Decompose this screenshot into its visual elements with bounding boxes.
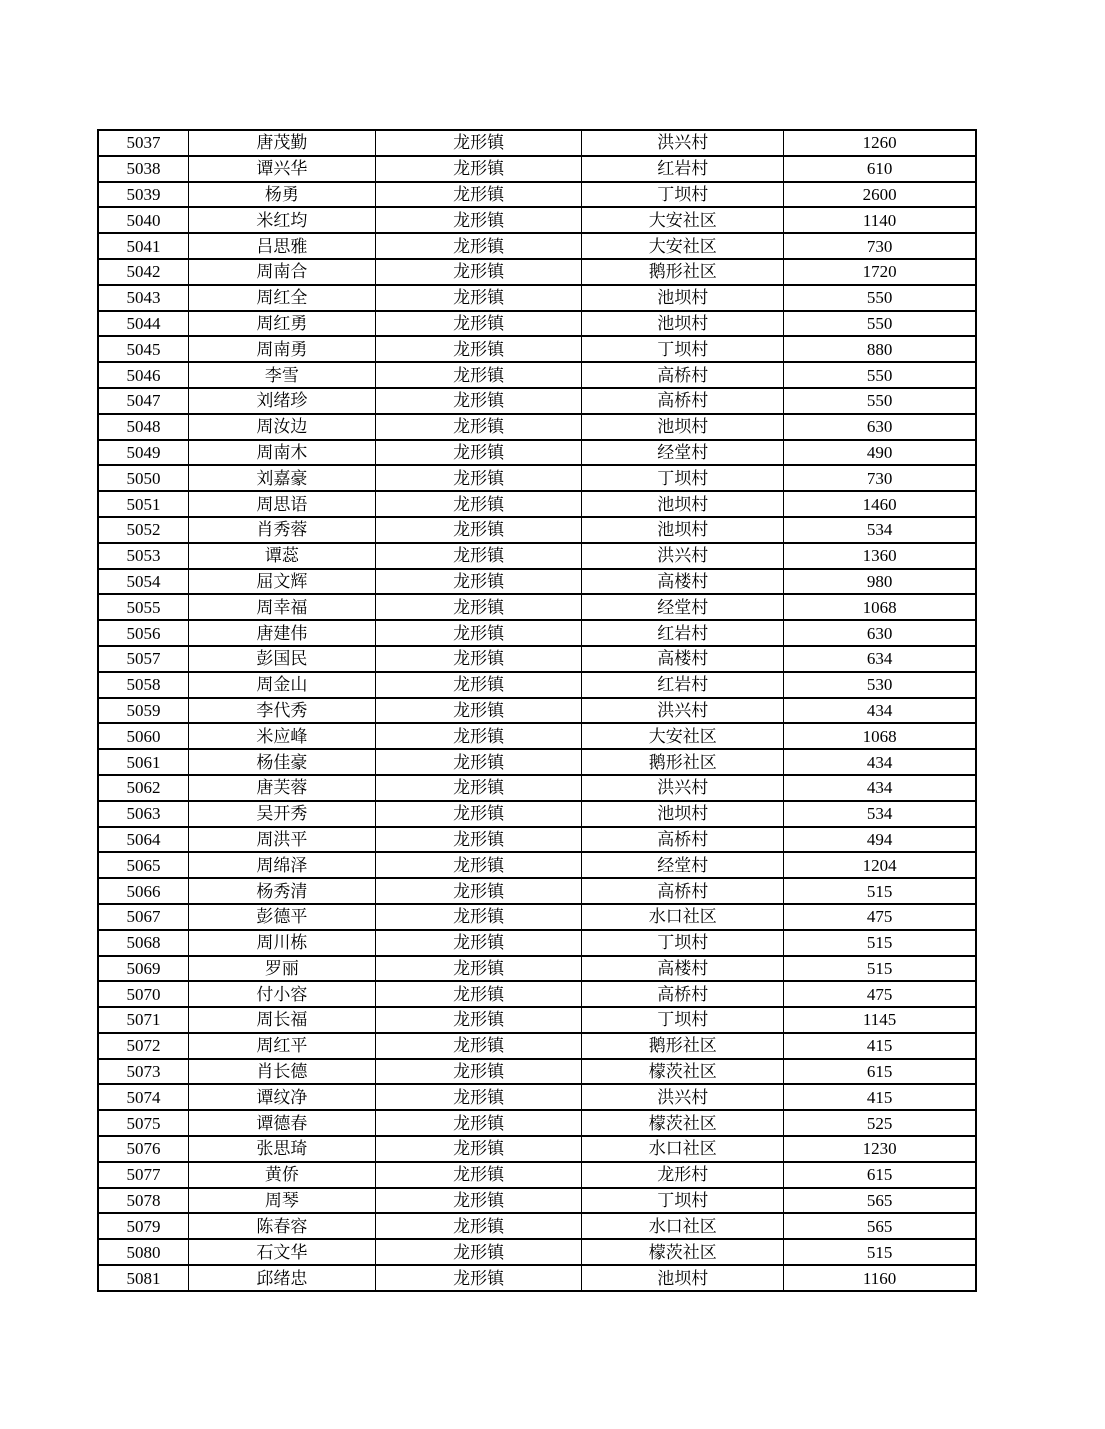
cell-amount: 515 bbox=[784, 930, 976, 956]
cell-village: 大安社区 bbox=[582, 207, 784, 233]
table-row bbox=[98, 672, 976, 698]
table-row bbox=[98, 775, 976, 801]
cell-id: 5058 bbox=[98, 672, 188, 698]
table-row bbox=[98, 646, 976, 672]
cell-name: 周南合 bbox=[188, 259, 375, 285]
cell-name: 刘绪珍 bbox=[188, 388, 375, 414]
cell-village: 池坝村 bbox=[582, 1265, 784, 1291]
cell-id: 5040 bbox=[98, 207, 188, 233]
cell-village: 丁坝村 bbox=[582, 336, 784, 362]
cell-name: 周红全 bbox=[188, 285, 375, 311]
cell-village: 池坝村 bbox=[582, 517, 784, 543]
cell-id: 5039 bbox=[98, 182, 188, 208]
cell-amount: 730 bbox=[784, 233, 976, 259]
cell-amount: 475 bbox=[784, 981, 976, 1007]
cell-town: 龙形镇 bbox=[375, 414, 581, 440]
cell-id: 5061 bbox=[98, 749, 188, 775]
cell-name: 唐建伟 bbox=[188, 620, 375, 646]
table-row bbox=[98, 517, 976, 543]
table-row bbox=[98, 336, 976, 362]
cell-town: 龙形镇 bbox=[375, 156, 581, 182]
cell-id: 5043 bbox=[98, 285, 188, 311]
cell-id: 5076 bbox=[98, 1136, 188, 1162]
cell-id: 5047 bbox=[98, 388, 188, 414]
cell-town: 龙形镇 bbox=[375, 1110, 581, 1136]
cell-name: 周南勇 bbox=[188, 336, 375, 362]
cell-id: 5037 bbox=[98, 130, 188, 156]
cell-amount: 550 bbox=[784, 362, 976, 388]
cell-town: 龙形镇 bbox=[375, 259, 581, 285]
cell-town: 龙形镇 bbox=[375, 1084, 581, 1110]
cell-amount: 1068 bbox=[784, 723, 976, 749]
cell-name: 吕思雅 bbox=[188, 233, 375, 259]
table-row bbox=[98, 749, 976, 775]
cell-id: 5041 bbox=[98, 233, 188, 259]
cell-village: 水口社区 bbox=[582, 1136, 784, 1162]
cell-amount: 980 bbox=[784, 569, 976, 595]
table-row bbox=[98, 207, 976, 233]
table-row bbox=[98, 1188, 976, 1214]
cell-name: 唐茂勤 bbox=[188, 130, 375, 156]
table-row bbox=[98, 1059, 976, 1085]
cell-id: 5079 bbox=[98, 1213, 188, 1239]
cell-amount: 530 bbox=[784, 672, 976, 698]
table-row bbox=[98, 852, 976, 878]
cell-id: 5046 bbox=[98, 362, 188, 388]
cell-town: 龙形镇 bbox=[375, 930, 581, 956]
cell-name: 吴开秀 bbox=[188, 801, 375, 827]
cell-name: 周红平 bbox=[188, 1033, 375, 1059]
cell-amount: 525 bbox=[784, 1110, 976, 1136]
table-row bbox=[98, 620, 976, 646]
cell-id: 5038 bbox=[98, 156, 188, 182]
cell-village: 高桥村 bbox=[582, 827, 784, 853]
cell-village: 水口社区 bbox=[582, 904, 784, 930]
table-row bbox=[98, 1084, 976, 1110]
table-row bbox=[98, 878, 976, 904]
cell-town: 龙形镇 bbox=[375, 182, 581, 208]
cell-village: 大安社区 bbox=[582, 233, 784, 259]
cell-id: 5055 bbox=[98, 594, 188, 620]
cell-amount: 730 bbox=[784, 465, 976, 491]
cell-town: 龙形镇 bbox=[375, 336, 581, 362]
cell-amount: 550 bbox=[784, 285, 976, 311]
cell-amount: 434 bbox=[784, 775, 976, 801]
cell-id: 5045 bbox=[98, 336, 188, 362]
cell-name: 米红均 bbox=[188, 207, 375, 233]
cell-town: 龙形镇 bbox=[375, 130, 581, 156]
table-row bbox=[98, 930, 976, 956]
cell-name: 石文华 bbox=[188, 1239, 375, 1265]
cell-amount: 515 bbox=[784, 956, 976, 982]
cell-amount: 434 bbox=[784, 698, 976, 724]
cell-amount: 880 bbox=[784, 336, 976, 362]
cell-village: 洪兴村 bbox=[582, 543, 784, 569]
cell-town: 龙形镇 bbox=[375, 981, 581, 1007]
cell-name: 李雪 bbox=[188, 362, 375, 388]
cell-amount: 1460 bbox=[784, 491, 976, 517]
table-row bbox=[98, 1265, 976, 1291]
cell-name: 周洪平 bbox=[188, 827, 375, 853]
cell-amount: 415 bbox=[784, 1033, 976, 1059]
cell-id: 5068 bbox=[98, 930, 188, 956]
cell-village: 高桥村 bbox=[582, 362, 784, 388]
cell-amount: 550 bbox=[784, 311, 976, 337]
table-row bbox=[98, 1136, 976, 1162]
cell-town: 龙形镇 bbox=[375, 749, 581, 775]
table-row bbox=[98, 981, 976, 1007]
cell-amount: 1204 bbox=[784, 852, 976, 878]
table-row bbox=[98, 182, 976, 208]
cell-amount: 494 bbox=[784, 827, 976, 853]
cell-id: 5080 bbox=[98, 1239, 188, 1265]
cell-id: 5073 bbox=[98, 1059, 188, 1085]
cell-name: 陈春容 bbox=[188, 1213, 375, 1239]
cell-town: 龙形镇 bbox=[375, 775, 581, 801]
cell-id: 5072 bbox=[98, 1033, 188, 1059]
cell-id: 5077 bbox=[98, 1162, 188, 1188]
cell-name: 李代秀 bbox=[188, 698, 375, 724]
cell-town: 龙形镇 bbox=[375, 878, 581, 904]
cell-town: 龙形镇 bbox=[375, 1239, 581, 1265]
cell-village: 丁坝村 bbox=[582, 1188, 784, 1214]
cell-amount: 1145 bbox=[784, 1007, 976, 1033]
table-row bbox=[98, 285, 976, 311]
table-row bbox=[98, 827, 976, 853]
table-row bbox=[98, 956, 976, 982]
cell-town: 龙形镇 bbox=[375, 827, 581, 853]
table-row bbox=[98, 1033, 976, 1059]
cell-amount: 550 bbox=[784, 388, 976, 414]
cell-amount: 615 bbox=[784, 1059, 976, 1085]
table-row bbox=[98, 414, 976, 440]
table-row bbox=[98, 801, 976, 827]
table-row bbox=[98, 904, 976, 930]
cell-id: 5049 bbox=[98, 440, 188, 466]
cell-town: 龙形镇 bbox=[375, 440, 581, 466]
cell-town: 龙形镇 bbox=[375, 1136, 581, 1162]
table-row bbox=[98, 1213, 976, 1239]
cell-id: 5053 bbox=[98, 543, 188, 569]
cell-id: 5065 bbox=[98, 852, 188, 878]
cell-name: 彭国民 bbox=[188, 646, 375, 672]
cell-name: 杨佳豪 bbox=[188, 749, 375, 775]
cell-village: 池坝村 bbox=[582, 414, 784, 440]
cell-village: 高楼村 bbox=[582, 956, 784, 982]
cell-village: 大安社区 bbox=[582, 723, 784, 749]
cell-village: 檬茨社区 bbox=[582, 1110, 784, 1136]
cell-name: 周绵泽 bbox=[188, 852, 375, 878]
cell-town: 龙形镇 bbox=[375, 1213, 581, 1239]
cell-id: 5057 bbox=[98, 646, 188, 672]
cell-name: 周南木 bbox=[188, 440, 375, 466]
cell-name: 周金山 bbox=[188, 672, 375, 698]
table-row bbox=[98, 698, 976, 724]
cell-name: 肖秀蓉 bbox=[188, 517, 375, 543]
cell-amount: 1720 bbox=[784, 259, 976, 285]
cell-village: 高楼村 bbox=[582, 569, 784, 595]
cell-village: 池坝村 bbox=[582, 311, 784, 337]
table-row bbox=[98, 233, 976, 259]
cell-amount: 615 bbox=[784, 1162, 976, 1188]
cell-amount: 534 bbox=[784, 517, 976, 543]
cell-name: 付小容 bbox=[188, 981, 375, 1007]
cell-id: 5044 bbox=[98, 311, 188, 337]
cell-name: 黄侨 bbox=[188, 1162, 375, 1188]
table-row bbox=[98, 259, 976, 285]
cell-name: 周川栋 bbox=[188, 930, 375, 956]
table-row bbox=[98, 1007, 976, 1033]
cell-village: 高桥村 bbox=[582, 388, 784, 414]
cell-id: 5048 bbox=[98, 414, 188, 440]
cell-town: 龙形镇 bbox=[375, 620, 581, 646]
cell-town: 龙形镇 bbox=[375, 852, 581, 878]
cell-name: 屈文辉 bbox=[188, 569, 375, 595]
cell-town: 龙形镇 bbox=[375, 672, 581, 698]
cell-village: 经堂村 bbox=[582, 852, 784, 878]
cell-id: 5060 bbox=[98, 723, 188, 749]
cell-village: 池坝村 bbox=[582, 491, 784, 517]
cell-id: 5071 bbox=[98, 1007, 188, 1033]
table-body bbox=[98, 130, 976, 1291]
table-row bbox=[98, 440, 976, 466]
cell-village: 池坝村 bbox=[582, 801, 784, 827]
cell-village: 丁坝村 bbox=[582, 930, 784, 956]
cell-village: 丁坝村 bbox=[582, 182, 784, 208]
cell-town: 龙形镇 bbox=[375, 569, 581, 595]
cell-town: 龙形镇 bbox=[375, 233, 581, 259]
cell-village: 经堂村 bbox=[582, 594, 784, 620]
cell-name: 谭兴华 bbox=[188, 156, 375, 182]
table-row bbox=[98, 1162, 976, 1188]
cell-amount: 1230 bbox=[784, 1136, 976, 1162]
cell-village: 龙形村 bbox=[582, 1162, 784, 1188]
cell-town: 龙形镇 bbox=[375, 517, 581, 543]
cell-amount: 565 bbox=[784, 1188, 976, 1214]
cell-name: 张思琦 bbox=[188, 1136, 375, 1162]
cell-name: 唐芙蓉 bbox=[188, 775, 375, 801]
cell-id: 5067 bbox=[98, 904, 188, 930]
cell-village: 鹅形社区 bbox=[582, 259, 784, 285]
cell-village: 高桥村 bbox=[582, 981, 784, 1007]
cell-town: 龙形镇 bbox=[375, 491, 581, 517]
cell-id: 5050 bbox=[98, 465, 188, 491]
cell-amount: 515 bbox=[784, 1239, 976, 1265]
cell-village: 鹅形社区 bbox=[582, 1033, 784, 1059]
cell-name: 谭德春 bbox=[188, 1110, 375, 1136]
cell-village: 高桥村 bbox=[582, 878, 784, 904]
cell-name: 彭德平 bbox=[188, 904, 375, 930]
cell-town: 龙形镇 bbox=[375, 1007, 581, 1033]
cell-name: 谭蕊 bbox=[188, 543, 375, 569]
cell-name: 周长福 bbox=[188, 1007, 375, 1033]
cell-id: 5078 bbox=[98, 1188, 188, 1214]
cell-amount: 630 bbox=[784, 620, 976, 646]
table-row bbox=[98, 491, 976, 517]
cell-id: 5059 bbox=[98, 698, 188, 724]
cell-amount: 515 bbox=[784, 878, 976, 904]
cell-name: 杨勇 bbox=[188, 182, 375, 208]
cell-village: 洪兴村 bbox=[582, 130, 784, 156]
cell-amount: 415 bbox=[784, 1084, 976, 1110]
cell-name: 杨秀清 bbox=[188, 878, 375, 904]
cell-amount: 434 bbox=[784, 749, 976, 775]
cell-town: 龙形镇 bbox=[375, 285, 581, 311]
cell-id: 5042 bbox=[98, 259, 188, 285]
cell-village: 丁坝村 bbox=[582, 465, 784, 491]
roster-table bbox=[97, 129, 977, 1292]
cell-village: 红岩村 bbox=[582, 620, 784, 646]
cell-town: 龙形镇 bbox=[375, 207, 581, 233]
cell-town: 龙形镇 bbox=[375, 594, 581, 620]
table-row bbox=[98, 1239, 976, 1265]
cell-village: 檬茨社区 bbox=[582, 1239, 784, 1265]
cell-id: 5064 bbox=[98, 827, 188, 853]
cell-village: 洪兴村 bbox=[582, 1084, 784, 1110]
cell-town: 龙形镇 bbox=[375, 723, 581, 749]
cell-village: 洪兴村 bbox=[582, 698, 784, 724]
cell-village: 水口社区 bbox=[582, 1213, 784, 1239]
cell-village: 丁坝村 bbox=[582, 1007, 784, 1033]
cell-name: 周幸福 bbox=[188, 594, 375, 620]
cell-amount: 630 bbox=[784, 414, 976, 440]
cell-id: 5069 bbox=[98, 956, 188, 982]
table-row bbox=[98, 130, 976, 156]
cell-name: 米应峰 bbox=[188, 723, 375, 749]
cell-town: 龙形镇 bbox=[375, 1188, 581, 1214]
cell-amount: 1140 bbox=[784, 207, 976, 233]
cell-village: 红岩村 bbox=[582, 156, 784, 182]
cell-amount: 1260 bbox=[784, 130, 976, 156]
cell-town: 龙形镇 bbox=[375, 1265, 581, 1291]
table-row bbox=[98, 569, 976, 595]
cell-village: 檬茨社区 bbox=[582, 1059, 784, 1085]
cell-amount: 610 bbox=[784, 156, 976, 182]
cell-town: 龙形镇 bbox=[375, 311, 581, 337]
cell-id: 5063 bbox=[98, 801, 188, 827]
cell-town: 龙形镇 bbox=[375, 465, 581, 491]
cell-amount: 634 bbox=[784, 646, 976, 672]
cell-town: 龙形镇 bbox=[375, 801, 581, 827]
cell-id: 5075 bbox=[98, 1110, 188, 1136]
cell-amount: 1160 bbox=[784, 1265, 976, 1291]
cell-id: 5081 bbox=[98, 1265, 188, 1291]
cell-id: 5070 bbox=[98, 981, 188, 1007]
cell-town: 龙形镇 bbox=[375, 1059, 581, 1085]
cell-id: 5074 bbox=[98, 1084, 188, 1110]
cell-amount: 2600 bbox=[784, 182, 976, 208]
cell-amount: 475 bbox=[784, 904, 976, 930]
cell-town: 龙形镇 bbox=[375, 1162, 581, 1188]
cell-name: 谭纹净 bbox=[188, 1084, 375, 1110]
cell-name: 周红勇 bbox=[188, 311, 375, 337]
cell-town: 龙形镇 bbox=[375, 1033, 581, 1059]
cell-id: 5054 bbox=[98, 569, 188, 595]
cell-town: 龙形镇 bbox=[375, 698, 581, 724]
cell-amount: 534 bbox=[784, 801, 976, 827]
cell-name: 周琴 bbox=[188, 1188, 375, 1214]
cell-town: 龙形镇 bbox=[375, 956, 581, 982]
cell-village: 高楼村 bbox=[582, 646, 784, 672]
cell-village: 洪兴村 bbox=[582, 775, 784, 801]
cell-id: 5056 bbox=[98, 620, 188, 646]
cell-amount: 490 bbox=[784, 440, 976, 466]
table-row bbox=[98, 543, 976, 569]
cell-town: 龙形镇 bbox=[375, 646, 581, 672]
cell-name: 邱绪忠 bbox=[188, 1265, 375, 1291]
cell-village: 红岩村 bbox=[582, 672, 784, 698]
cell-name: 周思语 bbox=[188, 491, 375, 517]
cell-village: 池坝村 bbox=[582, 285, 784, 311]
cell-amount: 1068 bbox=[784, 594, 976, 620]
cell-id: 5062 bbox=[98, 775, 188, 801]
table-row bbox=[98, 1110, 976, 1136]
cell-amount: 565 bbox=[784, 1213, 976, 1239]
cell-name: 罗丽 bbox=[188, 956, 375, 982]
cell-id: 5066 bbox=[98, 878, 188, 904]
table-row bbox=[98, 465, 976, 491]
cell-id: 5051 bbox=[98, 491, 188, 517]
table-row bbox=[98, 723, 976, 749]
table-row bbox=[98, 594, 976, 620]
table-row bbox=[98, 388, 976, 414]
cell-name: 刘嘉豪 bbox=[188, 465, 375, 491]
cell-town: 龙形镇 bbox=[375, 904, 581, 930]
cell-name: 肖长德 bbox=[188, 1059, 375, 1085]
table-row bbox=[98, 362, 976, 388]
cell-name: 周汝边 bbox=[188, 414, 375, 440]
cell-town: 龙形镇 bbox=[375, 362, 581, 388]
cell-id: 5052 bbox=[98, 517, 188, 543]
cell-town: 龙形镇 bbox=[375, 388, 581, 414]
cell-village: 经堂村 bbox=[582, 440, 784, 466]
table-row bbox=[98, 156, 976, 182]
cell-amount: 1360 bbox=[784, 543, 976, 569]
table-row bbox=[98, 311, 976, 337]
cell-town: 龙形镇 bbox=[375, 543, 581, 569]
cell-village: 鹅形社区 bbox=[582, 749, 784, 775]
